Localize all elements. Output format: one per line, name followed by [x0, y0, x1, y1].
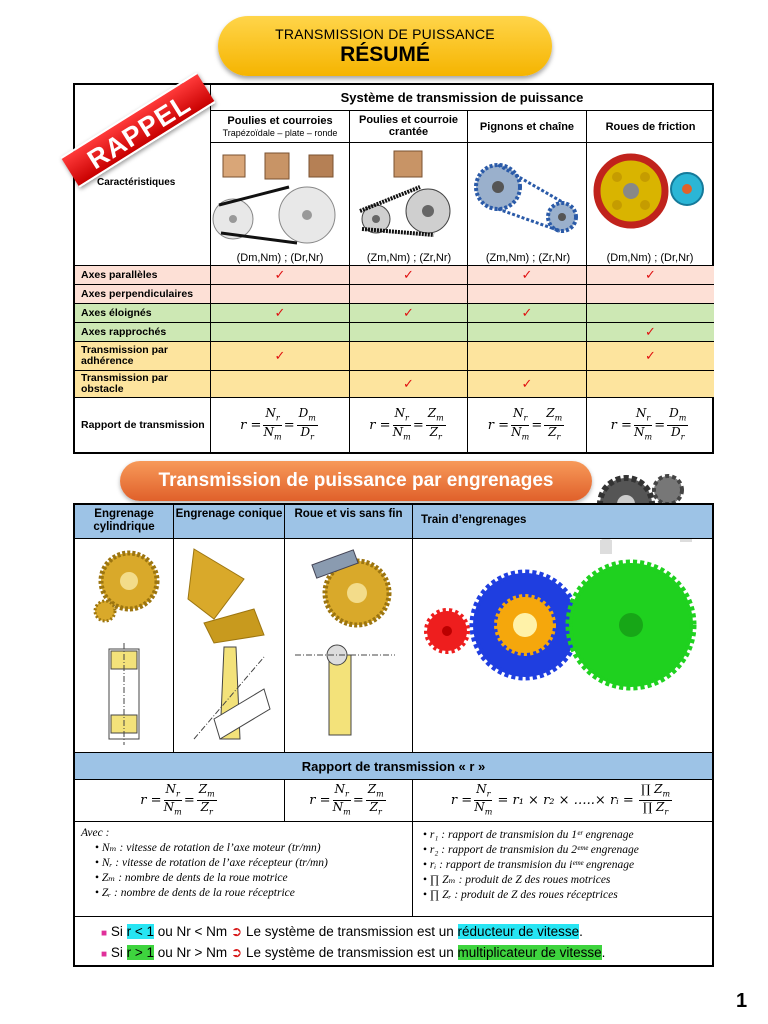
fraction: $\frac{N_r}{N_m}$ [511, 406, 530, 441]
gears-section-title: Transmission de puissance par engrenages [120, 461, 592, 501]
check-cell: ✓ [211, 266, 350, 285]
check-cell: ✓ [468, 371, 587, 398]
col-title-friction: Roues de friction [587, 111, 714, 143]
bevel-gear-image [174, 539, 285, 753]
params-friction: (Dm,Nm) ; (Dr,Nr) [606, 252, 694, 264]
fraction: $\frac{N_r}{N_m}$ [263, 406, 282, 441]
check-cell: ✓ [587, 342, 714, 371]
fraction: $\frac{Z_m}{Z_r}$ [198, 781, 215, 817]
row-label-obstacle: Transmission par obstacle [75, 371, 211, 398]
title-line1: TRANSMISSION DE PUISSANCE [275, 26, 495, 42]
check-cell: ✓ [211, 342, 350, 371]
row-label-axes-perpendiculaires: Axes perpendiculaires [75, 285, 211, 304]
check-cell [468, 342, 587, 371]
highlight-r-greater: r > 1 [126, 945, 154, 960]
check-cell [587, 285, 714, 304]
worm-gear-image [285, 539, 413, 753]
row-label-axes-paralleles: Axes parallèles [75, 266, 211, 285]
row-label-adherence: Transmission par adhérence [75, 342, 211, 371]
highlight-r-less: r < 1 [126, 924, 154, 939]
formula-train: r = $\frac{N_r}{N_m}$ = r₁ × r₂ × …..× rᵢ = $\frac{\prod Z_m}{\prod Z_r}$ [413, 780, 712, 822]
formula-r: r = [369, 417, 391, 433]
fraction: $\frac{N_r}{N_m}$ [392, 406, 411, 441]
check-cell [350, 285, 468, 304]
check-cell: ✓ [350, 266, 468, 285]
legend-item: ∏ Zₘ : produit de Z des roues motrices [429, 874, 611, 886]
col-conique: Engrenage conique [174, 505, 285, 539]
formula-train-product: = r₁ × r₂ × …..× rᵢ = [497, 793, 634, 808]
note-multiplicateur: ■ Si r > 1 ou Nr > Nm ➲ Le système de transmission est un multiplicateur de vitesse. [101, 945, 606, 960]
check-cell [350, 342, 468, 371]
params-poulies: (Dm,Nm) ; (Dr,Nr) [236, 252, 324, 264]
col-vis-sans-fin: Roue et vis sans fin [285, 505, 413, 539]
check-cell [468, 323, 587, 342]
fraction: $\frac{Z_m}{Z_r}$ [546, 406, 563, 441]
legend-right: • r₁ : rapport de transmision du 1ᵉʳ engrenage • r₂ : rapport de transmision du 2ᵉᵐᵉ engrenage • rᵢ : rapport de transmision du iᵉᵐᵉ engrenage • ∏ Zₘ : produit de Z des roues motrices • ∏ Zᵣ : produit de Z des roues réceptrices [413, 822, 712, 917]
legend-left: Avec : • Nₘ : vitesse de rotation de l’axe moteur (tr/mn) • Nᵣ : vitesse de rotation de l’axe récepteur (tr/mn) • Zₘ : nombre de dents de la roue motrice • Zᵣ : nombre de dents de la roue réceptrice [75, 822, 413, 917]
params-chaine: (Zm,Nm) ; (Zr,Nr) [485, 252, 571, 264]
friction-wheels-image [587, 143, 714, 266]
col-title-poulies [211, 111, 350, 143]
fraction: $\frac{Z_m}{Z_r}$ [367, 781, 384, 817]
arrow-icon: ➲ [230, 924, 243, 939]
fraction: $\frac{D_m}{D_r}$ [669, 406, 687, 441]
check-cell: ✓ [350, 371, 468, 398]
legend-item: rᵢ : rapport de transmision du iᵉᵐᵉ engrenage [429, 859, 635, 871]
check-cell [468, 285, 587, 304]
gear-train-image [413, 539, 712, 753]
highlight-multiplicateur: multiplicateur de vitesse [457, 945, 602, 960]
characteristics-label: Caractéristiques [97, 177, 176, 188]
legend-item: Zᵣ : nombre de dents de la roue réceptrice [101, 887, 295, 899]
fraction: $\frac{\prod Z_m}{\prod Z_r}$ [640, 781, 671, 817]
formula-poulies: r = $\frac{N_r}{N_m}$ = $\frac{D_m}{D_r}$ [211, 398, 350, 452]
col-title-chaine: Pignons et chaîne [468, 111, 587, 143]
formula-r: r = [610, 417, 632, 433]
formula-cylindrique: r = $\frac{N_r}{N_m}$ = $\frac{Z_m}{Z_r}$ [75, 780, 285, 822]
col-subtitle: Trapézoïdale – plate – ronde [222, 128, 338, 138]
rappel-ribbon: RAPPEL [61, 72, 216, 187]
system-header: Système de transmission de puissance [211, 85, 714, 111]
transmission-table [73, 83, 714, 454]
fraction: $\frac{N_r}{N_m}$ [634, 406, 653, 441]
arrow-icon: ➲ [230, 945, 243, 960]
check-cell [587, 371, 714, 398]
check-cell: ✓ [468, 304, 587, 323]
check-cell [587, 304, 714, 323]
row-label-axes-rapproches: Axes rapprochés [75, 323, 211, 342]
note-reducteur: ■ Si r < 1 ou Nr < Nm ➲ Le système de transmission est un réducteur de vitesse. [101, 924, 583, 939]
legend-item: ∏ Zᵣ : produit de Z des roues réceptrices [429, 889, 618, 901]
rapport-label: Rapport de transmission [75, 398, 211, 452]
check-cell: ✓ [350, 304, 468, 323]
formula-crantee: r = $\frac{N_r}{N_m}$ = $\frac{Z_m}{Z_r}$ [350, 398, 468, 452]
pulley-belt-image [211, 143, 350, 266]
col-train: Train d’engrenages [413, 505, 712, 539]
rapport-title: Rapport de transmission « r » [75, 753, 712, 780]
fraction: $\frac{D_m}{D_r}$ [298, 406, 316, 441]
formula-friction: r = $\frac{N_r}{N_m}$ = $\frac{D_m}{D_r}$ [610, 406, 687, 441]
avec-title: Avec : [81, 827, 110, 839]
check-cell: ✓ [211, 304, 350, 323]
legend-item: Nₘ : vitesse de rotation de l’axe moteur (tr/mn) [101, 842, 321, 854]
fraction: $\frac{Z_m}{Z_r}$ [427, 406, 444, 441]
col-cylindrique: Engrenage cylindrique [75, 505, 174, 539]
fraction: $\frac{N_r}{N_m}$ [163, 781, 182, 817]
fraction: $\frac{N_r}{N_m}$ [332, 781, 351, 817]
check-cell: ✓ [587, 266, 714, 285]
check-cell [211, 323, 350, 342]
legend-item: Nᵣ : vitesse de rotation de l’axe récepteur (tr/mn) [101, 857, 328, 869]
legend-item: r₂ : rapport de transmision du 2ᵉᵐᵉ engrenage [429, 844, 639, 856]
toothed-belt-image [350, 143, 468, 266]
check-cell: ✓ [587, 323, 714, 342]
row-label-axes-eloignes: Axes éloignés [75, 304, 211, 323]
formula-r: r = [240, 417, 262, 433]
highlight-reducteur: réducteur de vitesse [457, 924, 580, 939]
check-cell [211, 285, 350, 304]
col-title-text: Poulies et courroies [227, 115, 333, 127]
params-crantee: (Zm,Nm) ; (Zr,Nr) [366, 252, 452, 264]
legend-item: Zₘ : nombre de dents de la roue motrice [101, 872, 288, 884]
chain-sprocket-image [468, 143, 587, 266]
check-cell: ✓ [468, 266, 587, 285]
formula-r: r = [487, 417, 510, 433]
page-number: 1 [736, 990, 748, 1012]
title-banner [218, 16, 552, 76]
check-cell [350, 323, 468, 342]
col-title-crantee: Poulies et courroie crantée [350, 111, 468, 143]
formula-chaine: r = $\frac{N_r}{N_m}$ = $\frac{Z_m}{Z_r}$ [468, 398, 587, 452]
check-cell [211, 371, 350, 398]
formula-vis: r = $\frac{N_r}{N_m}$ = $\frac{Z_m}{Z_r}$ [285, 780, 413, 822]
fraction: $\frac{N_r}{N_m}$ [474, 781, 493, 817]
legend-item: r₁ : rapport de transmision du 1ᵉʳ engrenage [429, 829, 634, 841]
cylindrical-gear-image [75, 539, 174, 753]
gears-table [73, 503, 714, 967]
title-line2: RÉSUMÉ [340, 43, 430, 66]
